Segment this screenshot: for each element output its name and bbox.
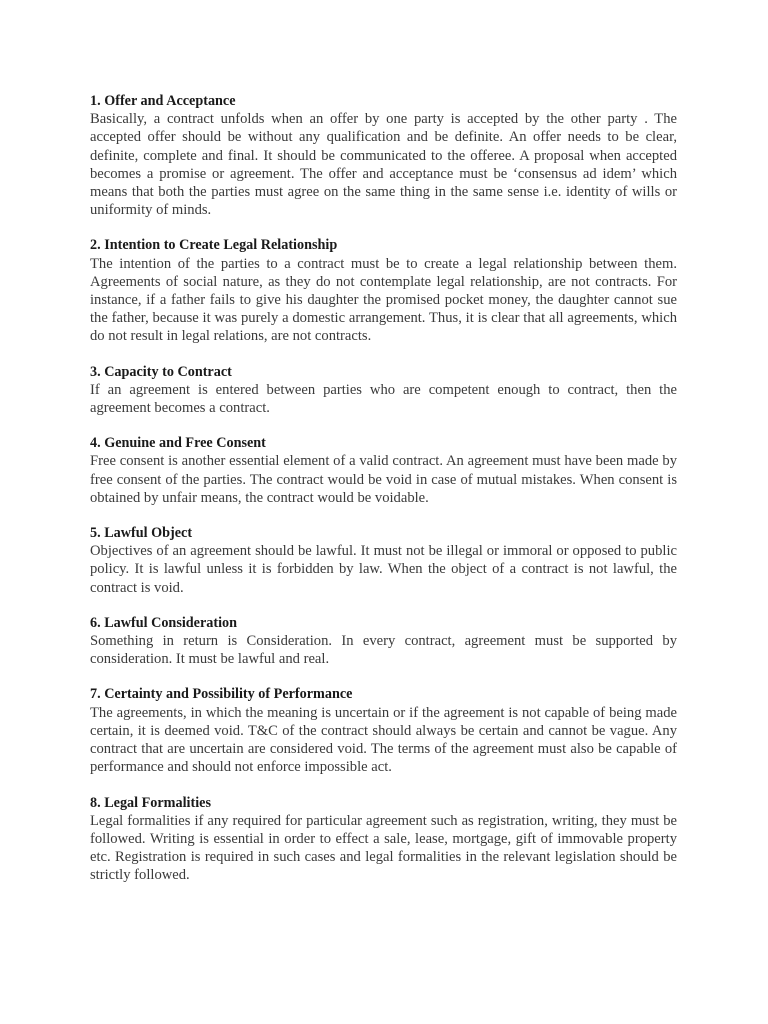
section-lawful-consideration bbox=[90, 614, 677, 669]
section-body: Legal formalities if any required for particular agreement such as registration, writing, they must be followed. Writing is essential in order to effect a sale, lease, mortgage, gift of immovable property etc. Registration is required in such cases and legal formalities in the relevant legislation should be strictly followed. bbox=[90, 812, 677, 884]
section-genuine-and-free-consent bbox=[90, 434, 677, 507]
section-body: Something in return is Consideration. In every contract, agreement must be supported by consideration. It must be lawful and real. bbox=[90, 633, 677, 668]
section-body: Free consent is another essential element of a valid contract. An agreement must have been made by free consent of the parties. The contract would be void in case of mutual mistakes. When consent is obtained by unfair means, the contract would be voidable. bbox=[90, 453, 677, 506]
section-heading: 6. Lawful Consideration bbox=[90, 614, 238, 631]
section-legal-formalities bbox=[90, 794, 677, 885]
section-heading: 2. Intention to Create Legal Relationship bbox=[90, 237, 338, 254]
section-certainty-and-possibility-of-performance bbox=[90, 685, 677, 776]
section-heading: 7. Certainty and Possibility of Performance bbox=[90, 686, 353, 703]
section-capacity-to-contract bbox=[90, 363, 677, 418]
section-heading: 8. Legal Formalities bbox=[90, 794, 211, 811]
section-body: If an agreement is entered between parties who are competent enough to contract, then the agreement becomes a contract. bbox=[90, 381, 677, 417]
section-heading: 5. Lawful Object bbox=[90, 525, 193, 542]
section-body: Basically, a contract unfolds when an offer by one party is accepted by the other party . The accepted offer should be without any qualification and be definite. An offer needs to be clear, definite, complete and final. It should be communicated to the offeree. A proposal when accepted becomes a promise or agreement. The offer and acceptance must be ‘consensus ad idem’ which means that both the parties must agree on the same thing in the same sense i.e. identity of wills or uniformity of minds. bbox=[90, 111, 677, 219]
section-body: Objectives of an agreement should be lawful. It must not be illegal or immoral or opposed to public policy. It is lawful unless it is forbidden by law. When the object of a contract is not lawful, the contract is void. bbox=[90, 543, 677, 596]
section-body: The agreements, in which the meaning is uncertain or if the agreement is not capable of being made certain, it is deemed void. T&C of the contract should always be certain and cannot be vague. Any contract that are uncertain are considered void. The terms of the agreement must also be capable of performance and should not enforce impossible act. bbox=[90, 704, 677, 776]
section-heading: 1. Offer and Acceptance bbox=[90, 93, 236, 109]
section-lawful-object bbox=[90, 524, 677, 597]
section-heading: 3. Capacity to Contract bbox=[90, 363, 232, 380]
section-intention-to-create-legal-relationship bbox=[90, 236, 677, 345]
document-page bbox=[90, 92, 677, 902]
section-body: The intention of the parties to a contract must be to create a legal relationship between them. Agreements of social nature, as they do not contemplate legal relationship, are not contracts. For instance, if a father fails to give his daughter the promised pocket money, the daughter cannot sue the father, because it was purely a domestic arrangement. Thus, it is clear that all agreements, which do not result in legal relations, are not contracts. bbox=[90, 255, 677, 345]
section-offer-and-acceptance bbox=[90, 92, 677, 219]
section-heading: 4. Genuine and Free Consent bbox=[90, 435, 266, 452]
